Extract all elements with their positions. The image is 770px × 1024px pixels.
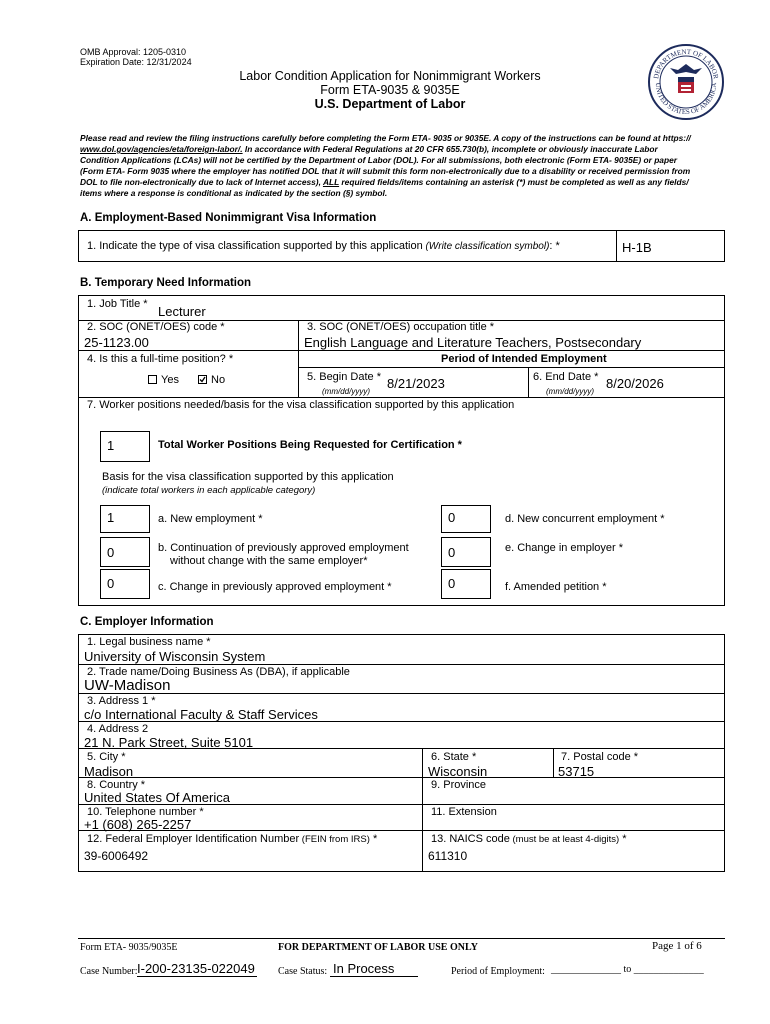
begin-date-field[interactable]: 8/21/2023	[387, 376, 445, 391]
soc-title-field[interactable]: English Language and Literature Teachers, Postsecondary	[304, 335, 642, 350]
naics-label: 13. NAICS code (must be at least 4-digits) *	[431, 833, 627, 845]
dol-seal	[648, 44, 724, 120]
province-label: 9. Province	[431, 779, 487, 791]
section-a-title: A. Employment-Based Nonimmigrant Visa Information	[80, 212, 377, 224]
job-title-label: 1. Job Title *	[87, 298, 148, 310]
amended-petition-field[interactable]: 0	[441, 569, 491, 599]
change-previous-label: c. Change in previously approved employment *	[158, 581, 392, 593]
end-date-field[interactable]: 8/20/2026	[606, 376, 664, 391]
footer-form-id: Form ETA- 9035/9035E	[80, 942, 178, 953]
period-employment-blank[interactable]: ______________ to ______________	[551, 964, 704, 975]
basis-label: Basis for the visa classification supported by this application	[102, 471, 394, 483]
department-name: U.S. Department of Labor	[314, 97, 466, 111]
soc-code-label: 2. SOC (ONET/OES) code *	[87, 321, 225, 333]
case-status-label: Case Status:	[278, 966, 328, 977]
basis-hint: (indicate total workers in each applicable category)	[102, 485, 316, 496]
continuation-label-2: without change with the same employer*	[170, 555, 368, 567]
instr-line-5a: DOL to file non-electronically due to lack of Internet access),	[80, 177, 323, 187]
no-label: No	[211, 374, 226, 386]
begin-date-label: 5. Begin Date *	[307, 371, 381, 383]
address1-label: 3. Address 1 *	[87, 695, 156, 707]
dba-field[interactable]: UW-Madison	[84, 677, 171, 694]
state-field[interactable]: Wisconsin	[428, 764, 488, 779]
begin-date-hint: (mm/dd/yyyy)	[322, 387, 370, 396]
checkmark-icon	[199, 376, 206, 383]
soc-title-label: 3. SOC (ONET/OES) occupation title *	[307, 321, 495, 333]
form-title: Labor Condition Application for Nonimmigrant Workers	[239, 69, 541, 83]
dba-label: 2. Trade name/Doing Business As (DBA), if applicable	[87, 666, 350, 678]
visa-type-label: 1. Indicate the type of visa classification supported by this application (Write classification symbol): *	[87, 240, 560, 252]
legal-name-label: 1. Legal business name *	[87, 636, 211, 648]
visa-type-field[interactable]: H-1B	[622, 240, 652, 255]
amended-petition-label: f. Amended petition *	[505, 581, 607, 593]
address2-field[interactable]: 21 N. Park Street, Suite 5101	[84, 735, 254, 750]
omb-approval: OMB Approval: 1205-0310	[80, 47, 187, 57]
change-employer-field[interactable]: 0	[441, 537, 491, 567]
job-title-field[interactable]: Lecturer	[158, 304, 206, 319]
section-b-title: B. Temporary Need Information	[80, 277, 252, 289]
legal-name-field[interactable]: University of Wisconsin System	[84, 649, 266, 664]
instr-line-1: Please read and review the filing instructions carefully before completing the Form ETA- 9035 or 9035E. A copy of the instructions can be found at https://	[80, 133, 691, 143]
country-field[interactable]: United States Of America	[84, 790, 230, 805]
change-employer-label: e. Change in employer *	[505, 542, 624, 554]
case-status-field[interactable]: In Process	[330, 961, 418, 977]
section-c-title: C. Employer Information	[80, 616, 214, 628]
expiration-date: Expiration Date: 12/31/2024	[80, 57, 192, 67]
seal-bottom-text: UNITED STATES OF AMERICA	[653, 82, 719, 117]
total-positions-label: Total Worker Positions Being Requested for Certification *	[158, 439, 462, 451]
phone-field[interactable]: +1 (608) 265-2257	[84, 817, 192, 832]
continuation-field[interactable]: 0	[100, 537, 150, 567]
case-number-field[interactable]: I-200-23135-022049	[137, 961, 257, 977]
address1-field[interactable]: c/o International Faculty & Staff Services	[84, 707, 318, 722]
new-employment-field[interactable]: 1	[100, 505, 150, 533]
city-label: 5. City *	[87, 751, 126, 763]
naics-field[interactable]: 611310	[428, 849, 468, 863]
fein-label: 12. Federal Employer Identification Number (FEIN from IRS) *	[87, 833, 378, 845]
instr-line-6: items where a response is conditional as indicated by the section (§) symbol.	[80, 188, 388, 198]
fulltime-label: 4. Is this a full-time position? *	[87, 353, 234, 365]
footer-dol-only: FOR DEPARTMENT OF LABOR USE ONLY	[278, 942, 478, 953]
city-field[interactable]: Madison	[84, 764, 134, 779]
period-employment-label: Period of Employment:	[451, 966, 545, 977]
q7-label: 7. Worker positions needed/basis for the visa classification supported by this application	[87, 399, 515, 411]
total-positions-field[interactable]: 1	[100, 431, 150, 462]
new-concurrent-label: d. New concurrent employment *	[505, 513, 665, 525]
case-number-label: Case Number:	[80, 966, 138, 977]
phone-label: 10. Telephone number *	[87, 806, 204, 818]
end-date-hint: (mm/dd/yyyy)	[546, 387, 594, 396]
change-previous-field[interactable]: 0	[100, 569, 150, 599]
instr-line-3: Condition Applications (LCAs) will not be certified by the Department of Labor (DOL). For all submissions, both electronic (Form ETA- 9035E) or paper	[80, 155, 677, 165]
fein-field[interactable]: 39-6006492	[84, 849, 149, 863]
yes-checkbox[interactable]	[148, 375, 157, 384]
state-label: 6. State *	[431, 751, 477, 763]
period-label: Period of Intended Employment	[441, 353, 607, 365]
page-number: Page 1 of 6	[652, 940, 702, 952]
continuation-label: b. Continuation of previously approved employment	[158, 542, 409, 554]
instr-all: ALL	[322, 177, 340, 187]
seal-top-text: DEPARTMENT OF LABOR	[652, 47, 720, 80]
form-title-block	[150, 69, 630, 111]
extension-label: 11. Extension	[431, 806, 497, 818]
address2-label: 4. Address 2	[87, 723, 149, 735]
form-number: Form ETA-9035 & 9035E	[320, 83, 460, 97]
instructions-link[interactable]: www.dol.gov/agencies/eta/foreign-labor/.	[80, 144, 243, 154]
instructions	[80, 133, 730, 199]
end-date-label: 6. End Date *	[533, 371, 599, 383]
instr-line-2: In accordance with Federal Regulations at 20 CFR 655.730(b), incomplete or obviously inaccurate Labor	[242, 144, 658, 154]
yes-label: Yes	[161, 374, 179, 386]
new-concurrent-field[interactable]: 0	[441, 505, 491, 533]
country-label: 8. Country *	[87, 779, 146, 791]
new-employment-label: a. New employment *	[158, 513, 263, 525]
no-checkbox[interactable]	[198, 375, 207, 384]
instr-line-4: (Form ETA- Form 9035 where the employer has notified DOL that it will submit this form non-electronically due to a disability or received permission from	[80, 166, 691, 176]
soc-code-field[interactable]: 25-1123.00	[84, 335, 149, 350]
instr-line-5c: required fields/items containing an asterisk (*) must be completed as well as any fields/	[339, 177, 689, 187]
postal-field[interactable]: 53715	[558, 764, 595, 779]
postal-label: 7. Postal code *	[561, 751, 639, 763]
